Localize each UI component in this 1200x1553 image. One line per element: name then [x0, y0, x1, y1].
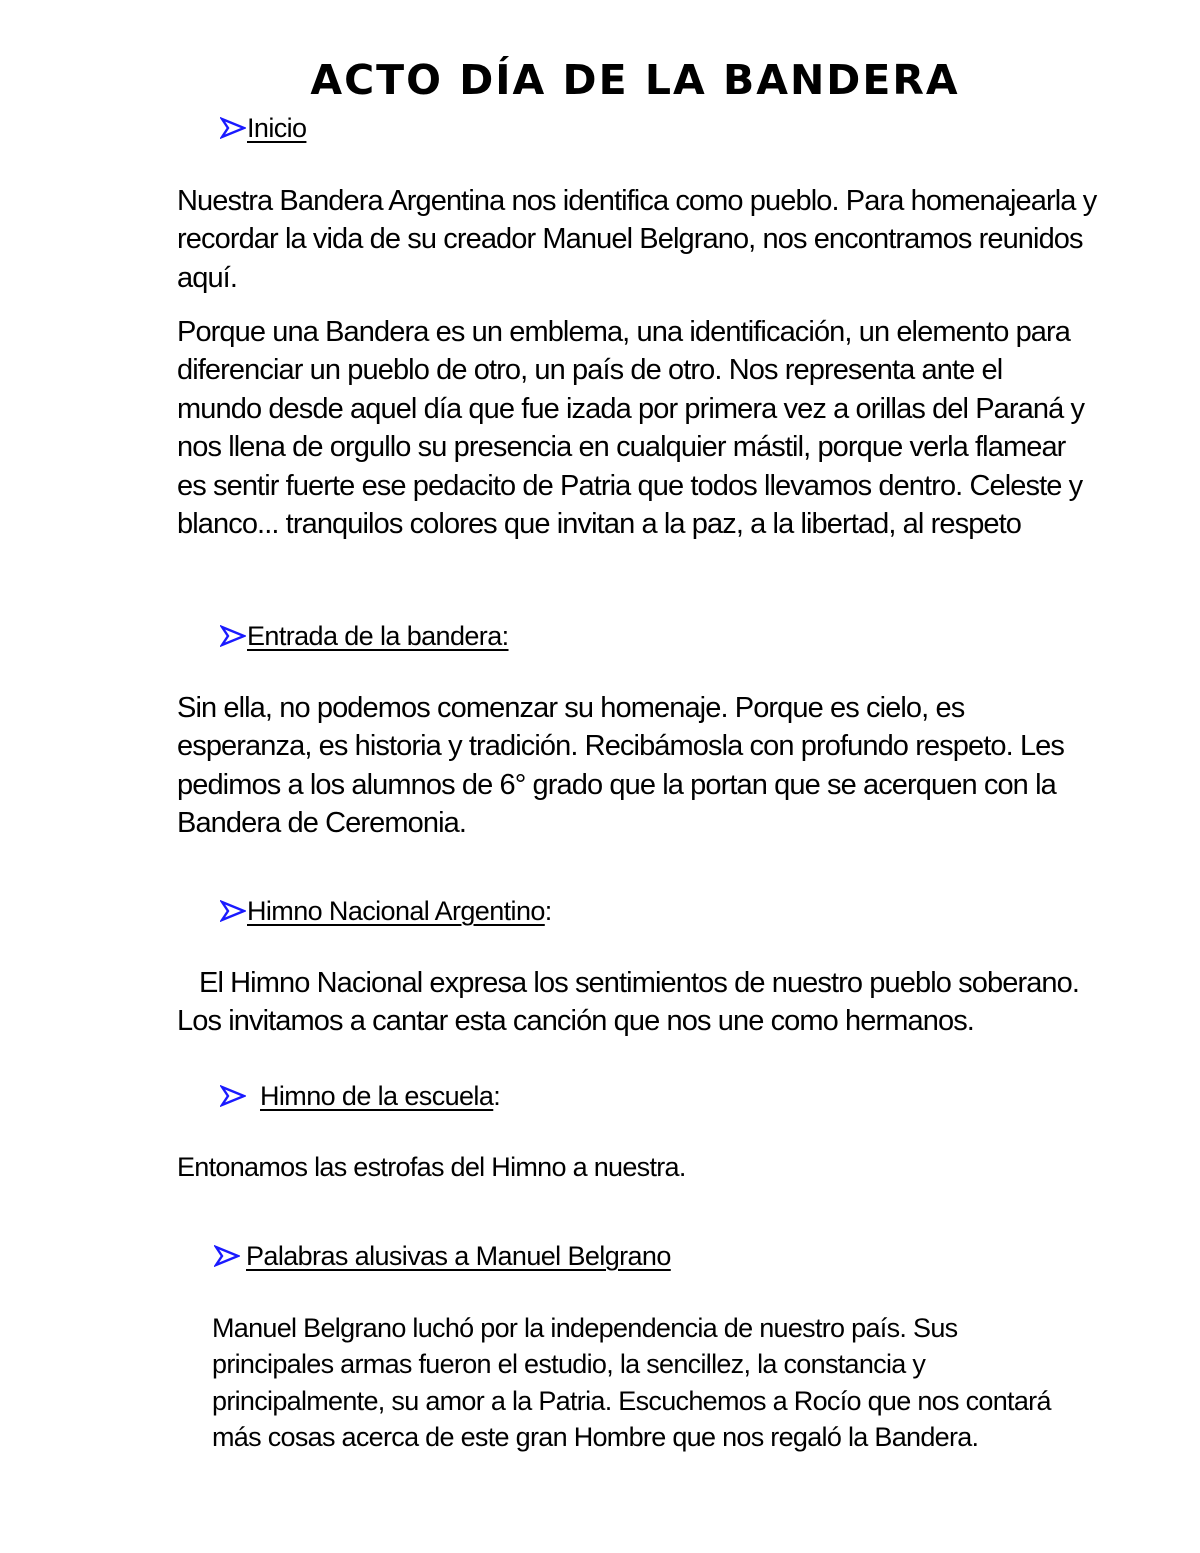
paragraph: Porque una Bandera es un emblema, una identificación, un elemento para diferenciar un pueblo de otro, un país de otro. Nos representa ante el mundo desde aquel día que fue izada por primera vez a orillas del Paraná y nos llena de orgullo su presencia en cualquier mástil, porque verla flamear es sentir fuerte ese pedacito de Patria que todos llevamos dentro. Celeste y blanco... tranquilos colores que invitan a la paz, a la libertad, al respeto	[177, 316, 1085, 541]
section-heading-suffix: :	[493, 1081, 501, 1111]
section-heading-suffix: :	[544, 896, 552, 926]
section-heading-palabras-alusivas	[214, 1238, 671, 1274]
arrowhead-bullet-icon	[220, 900, 246, 922]
section-heading-label: Entrada de la bandera:	[247, 621, 509, 651]
arrowhead-bullet-icon	[220, 1085, 246, 1107]
section-heading-entrada-de-la-bandera	[220, 618, 509, 654]
paragraph: Sin ella, no podemos comenzar su homenaje. Porque es cielo, es esperanza, es historia y tradición. Recibámosla con profundo respeto. Les pedimos a los alumnos de 6° grado que la portan que se acerquen con la Bandera de Ceremonia.	[177, 692, 1064, 840]
section-heading-label: Palabras alusivas a Manuel Belgrano	[246, 1241, 671, 1271]
paragraph: Entonamos las estrofas del Himno a nuestra.	[177, 1152, 686, 1182]
section-heading-label: Himno de la escuela	[260, 1081, 494, 1111]
section-heading-inicio	[220, 110, 306, 146]
arrowhead-bullet-icon	[220, 117, 246, 139]
paragraph: El Himno Nacional expresa los sentimientos de nuestro pueblo soberano. Los invitamos a cantar esta canción que nos une como hermanos.	[177, 967, 1080, 1038]
section-heading-himno-de-la-escuela	[220, 1078, 500, 1114]
section-heading-himno-nacional	[220, 893, 552, 929]
section-heading-label: Inicio	[247, 113, 307, 143]
paragraph: Nuestra Bandera Argentina nos identifica como pueblo. Para homenajearla y recordar la vida de su creador Manuel Belgrano, nos encontramos reunidos aquí.	[177, 185, 1097, 294]
arrowhead-bullet-icon	[214, 1245, 240, 1267]
document-title: ACTO DÍA DE LA BANDERA	[310, 56, 960, 104]
section-heading-label: Himno Nacional Argentino	[247, 896, 545, 926]
arrowhead-bullet-icon	[220, 625, 246, 647]
paragraph: Manuel Belgrano luchó por la independencia de nuestro país. Sus principales armas fueron el estudio, la sencillez, la constancia y principalmente, su amor a la Patria. Escuchemos a Rocío que nos contará más cosas acerca de este gran Hombre que nos regaló la Bandera.	[212, 1313, 1051, 1452]
